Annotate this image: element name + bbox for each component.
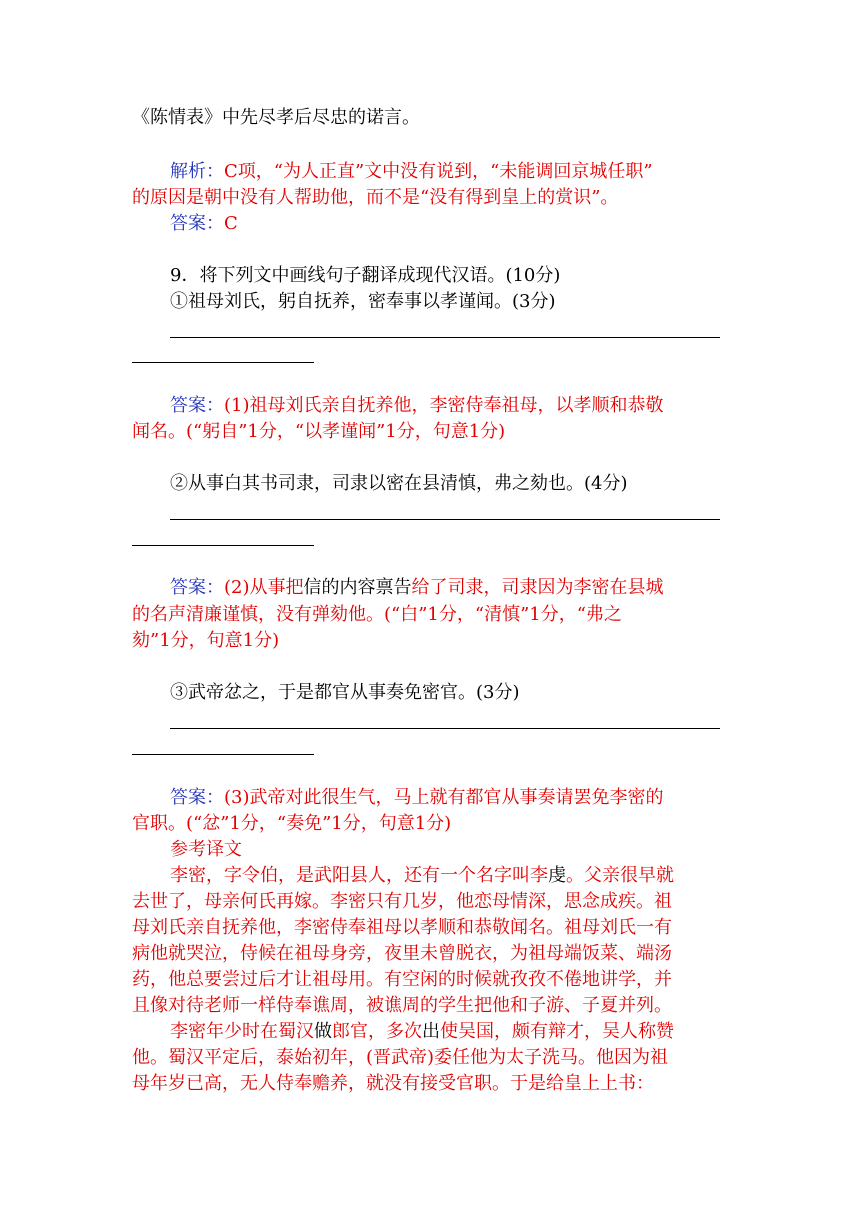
text-line — [132, 420, 732, 444]
answer-blank-line — [132, 362, 314, 363]
text-span: 李密，字令伯，是武阳县人，还有一个名字叫李 — [170, 865, 548, 886]
text-line — [132, 1046, 732, 1070]
text-line — [132, 916, 732, 940]
text-span: 虔 — [548, 865, 566, 886]
answer-blank-line — [170, 728, 720, 729]
text-span: C项，“为人正直”文中没有说到，“未能调回京城任职” — [224, 161, 653, 182]
text-line — [170, 1020, 730, 1044]
text-span: 去世了，母亲何氏再嫁。李密只有几岁，他恋母情深，思念成疾。祖 — [132, 891, 672, 912]
analysis-line — [170, 160, 730, 184]
text-span: 官职。(“忿”1分，“奏免”1分，句意1分) — [132, 813, 452, 834]
text-line — [132, 1072, 732, 1096]
text-span: (2)从事把 — [224, 577, 304, 598]
text-line — [132, 629, 732, 653]
text-span: 药，他总要尝过后才让祖母用。有空闲的时候就孜孜不倦地讲学，并 — [132, 969, 672, 990]
question-item — [170, 681, 730, 705]
answer-blank-line — [170, 337, 720, 338]
answer-blank-line — [132, 754, 314, 755]
text-span: 使吴国，颇有辩才，吴人称赞 — [440, 1021, 674, 1042]
text-line — [132, 968, 732, 992]
answer-text: (1)祖母刘氏亲自抚养他，李密侍奉祖母，以孝顺和恭敬 — [224, 395, 664, 416]
text-span: 劾”1分，句意1分) — [132, 630, 280, 651]
answer-label: 答案： — [170, 395, 224, 416]
text-line — [132, 106, 732, 130]
text-span: 9．将下列文中画线句子翻译成现代汉语。(10分) — [170, 265, 561, 286]
text-line — [170, 864, 730, 888]
text-span: 。父亲很早就 — [566, 865, 674, 886]
answer-line — [170, 394, 730, 418]
text-span: ①祖母刘氏，躬自抚养，密奉事以孝谨闻。(3分) — [170, 291, 556, 312]
text-span: 做 — [314, 1021, 332, 1042]
answer-line — [170, 576, 730, 600]
text-span: 出 — [422, 1021, 440, 1042]
text-line — [132, 812, 732, 836]
answer-text: (3)武帝对此很生气，马上就有都官从事奏请罢免李密的 — [224, 787, 664, 808]
question-item — [170, 290, 730, 314]
answer-line — [170, 212, 730, 236]
answer-label: 答案： — [170, 787, 224, 808]
text-span: 的原因是朝中没有人帮助他，而不是“没有得到皇上的赏识”。 — [132, 187, 619, 208]
text-span: ②从事白其书司隶，司隶以密在县清慎，弗之劾也。(4分) — [170, 473, 628, 494]
text-line — [132, 890, 732, 914]
text-span: 闻名。(“躬自”1分，“以孝谨闻”1分，句意1分) — [132, 421, 506, 442]
text-span: 郎官，多次 — [332, 1021, 422, 1042]
text-span: 病他就哭泣，侍候在祖母身旁，夜里未曾脱衣，为祖母端饭菜、端汤 — [132, 943, 672, 964]
text-span: 给了司隶，司隶因为李密在县城 — [411, 577, 664, 598]
question-item — [170, 472, 730, 496]
answer-blank-line — [132, 545, 314, 546]
text-span: 李密年少时在蜀汉 — [170, 1021, 314, 1042]
text-line — [132, 186, 732, 210]
answer-blank-line — [170, 519, 720, 520]
answer-label: 答案： — [170, 213, 224, 234]
answer-line — [170, 786, 730, 810]
text-line — [132, 994, 732, 1018]
reference-heading — [170, 838, 730, 862]
text-span: ③武帝忿之，于是都官从事奏免密官。(3分) — [170, 682, 520, 703]
text-span: 的名声清廉谨慎，没有弹劾他。(“白”1分，“清慎”1分，“弗之 — [132, 604, 622, 625]
text-span: 母年岁已高，无人侍奉赡养，就没有接受官职。于是给皇上上书： — [132, 1073, 654, 1094]
text-span: 信的内容禀告 — [303, 577, 412, 598]
text-span: 他。蜀汉平定后，泰始初年，(晋武帝)委任他为太子洗马。他因为祖 — [132, 1047, 669, 1068]
text-span: 母刘氏亲自抚养他，李密侍奉祖母以孝顺和恭敬闻名。祖母刘氏一有 — [132, 917, 672, 938]
text-span: 参考译文 — [170, 839, 242, 860]
text-line — [132, 942, 732, 966]
text-span: 《陈情表》中先尽孝后尽忠的诺言。 — [132, 107, 420, 128]
text-span: 且像对待老师一样侍奉谯周，被谯周的学生把他和子游、子夏并列。 — [132, 995, 672, 1016]
text-line — [132, 603, 732, 627]
analysis-label: 解析： — [170, 161, 224, 182]
answer-label: 答案： — [170, 577, 224, 598]
question-title — [170, 264, 730, 288]
answer-text: C — [224, 213, 238, 234]
